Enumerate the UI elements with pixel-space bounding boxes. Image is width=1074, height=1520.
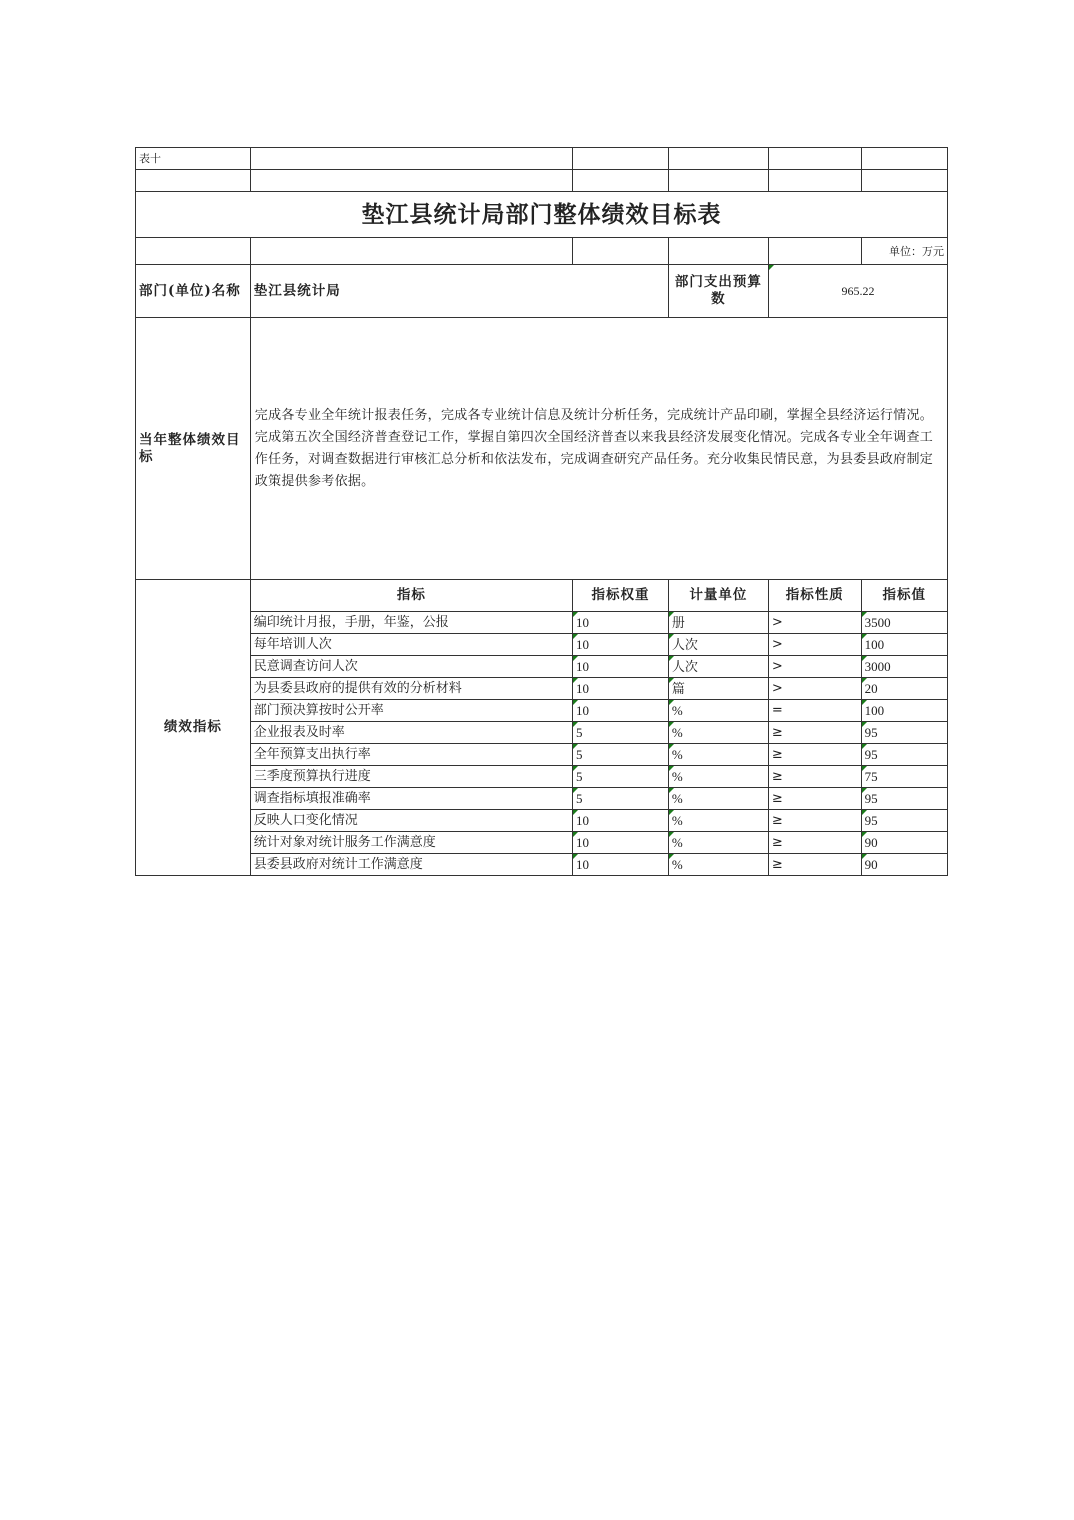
- blank-row: [136, 170, 948, 192]
- indicator-nature: >: [768, 634, 861, 656]
- indicator-unit: 人次: [668, 656, 768, 678]
- annual-goal-text: 完成各专业全年统计报表任务，完成各专业统计信息及统计分析任务，完成统计产品印刷，掌握全县经济运行情况。完成第五次全国经济普查登记工作，掌握自第四次全国经济普查以来我县经济发展变化情况。完成各专业全年调查工作任务，对调查数据进行审核汇总分析和依法发布，完成调查研究产品任务。充分收集民情民意，为县委县政府制定政策提供参考依据。: [250, 318, 947, 580]
- indicator-value: 20: [861, 678, 947, 700]
- indicator-weight: 10: [573, 656, 669, 678]
- indicator-name: 每年培训人次: [250, 634, 572, 656]
- indicator-unit: %: [668, 700, 768, 722]
- indicator-value: 100: [861, 634, 947, 656]
- header-nature: 指标性质: [768, 580, 861, 612]
- indicator-weight: 10: [573, 810, 669, 832]
- indicator-nature: >: [768, 612, 861, 634]
- indicator-nature: >: [768, 678, 861, 700]
- indicator-unit: 篇: [668, 678, 768, 700]
- table-row: [136, 744, 948, 766]
- indicator-nature: ≥: [768, 810, 861, 832]
- performance-target-sheet: [135, 147, 948, 876]
- indicator-nature: ≥: [768, 722, 861, 744]
- indicator-name: 三季度预算执行进度: [250, 766, 572, 788]
- indicator-value: 3000: [861, 656, 947, 678]
- indicator-unit: 人次: [668, 634, 768, 656]
- header-value: 指标值: [861, 580, 947, 612]
- table-row: [136, 678, 948, 700]
- indicator-weight: 10: [573, 678, 669, 700]
- table-row: [136, 722, 948, 744]
- indicator-value: 100: [861, 700, 947, 722]
- indicator-nature: ≥: [768, 832, 861, 854]
- indicator-header-row: [136, 580, 948, 612]
- indicator-unit: %: [668, 722, 768, 744]
- table-row: [136, 788, 948, 810]
- header-weight: 指标权重: [573, 580, 669, 612]
- dept-name-label: 部门(单位)名称: [136, 265, 251, 318]
- table-row: [136, 656, 948, 678]
- indicator-nature: ≥: [768, 744, 861, 766]
- budget-value: 965.22: [768, 265, 947, 318]
- table-label: 表十: [136, 148, 251, 170]
- indicator-name: 民意调查访问人次: [250, 656, 572, 678]
- unit-note: 单位：万元: [861, 238, 947, 265]
- indicator-weight: 5: [573, 722, 669, 744]
- indicator-unit: %: [668, 854, 768, 876]
- indicator-unit: 册: [668, 612, 768, 634]
- indicator-weight: 5: [573, 744, 669, 766]
- indicator-name: 企业报表及时率: [250, 722, 572, 744]
- table-row: [136, 832, 948, 854]
- indicator-nature: ≥: [768, 788, 861, 810]
- indicator-weight: 10: [573, 700, 669, 722]
- dept-name-value: 垫江县统计局: [250, 265, 668, 318]
- annual-goal-row: [136, 318, 948, 580]
- indicator-value: 95: [861, 788, 947, 810]
- indicator-value: 75: [861, 766, 947, 788]
- indicator-name: 县委县政府对统计工作满意度: [250, 854, 572, 876]
- indicator-unit: %: [668, 744, 768, 766]
- indicator-unit: %: [668, 810, 768, 832]
- indicator-name: 调查指标填报准确率: [250, 788, 572, 810]
- performance-target-table: [135, 147, 948, 876]
- indicator-weight: 5: [573, 766, 669, 788]
- indicator-nature: >: [768, 656, 861, 678]
- indicator-name: 统计对象对统计服务工作满意度: [250, 832, 572, 854]
- table-row: [136, 854, 948, 876]
- indicator-weight: 10: [573, 854, 669, 876]
- indicator-value: 95: [861, 722, 947, 744]
- table-row: [136, 612, 948, 634]
- table-row: [136, 766, 948, 788]
- table-row: [136, 700, 948, 722]
- annual-goal-label: 当年整体绩效目标: [136, 318, 251, 580]
- header-unit: 计量单位: [668, 580, 768, 612]
- indicator-weight: 10: [573, 634, 669, 656]
- indicators-label: 绩效指标: [136, 580, 251, 876]
- budget-label: 部门支出预算数: [668, 265, 768, 318]
- indicator-name: 反映人口变化情况: [250, 810, 572, 832]
- indicator-value: 95: [861, 810, 947, 832]
- indicator-value: 3500: [861, 612, 947, 634]
- indicator-nature: ≥: [768, 766, 861, 788]
- department-row: [136, 265, 948, 318]
- indicator-name: 为县委县政府的提供有效的分析材料: [250, 678, 572, 700]
- indicator-weight: 10: [573, 832, 669, 854]
- table-row: [136, 810, 948, 832]
- indicator-unit: %: [668, 832, 768, 854]
- page-title: 垫江县统计局部门整体绩效目标表: [136, 192, 948, 238]
- label-row: [136, 148, 948, 170]
- indicator-name: 编印统计月报，手册，年鉴，公报: [250, 612, 572, 634]
- indicator-value: 90: [861, 854, 947, 876]
- title-row: [136, 192, 948, 238]
- indicator-nature: ≥: [768, 854, 861, 876]
- indicator-unit: %: [668, 788, 768, 810]
- indicator-nature: =: [768, 700, 861, 722]
- indicator-weight: 5: [573, 788, 669, 810]
- indicator-unit: %: [668, 766, 768, 788]
- indicator-name: 全年预算支出执行率: [250, 744, 572, 766]
- indicator-value: 95: [861, 744, 947, 766]
- indicator-value: 90: [861, 832, 947, 854]
- indicator-weight: 10: [573, 612, 669, 634]
- indicator-name: 部门预决算按时公开率: [250, 700, 572, 722]
- table-row: [136, 634, 948, 656]
- unit-row: [136, 238, 948, 265]
- header-indicator: 指标: [250, 580, 572, 612]
